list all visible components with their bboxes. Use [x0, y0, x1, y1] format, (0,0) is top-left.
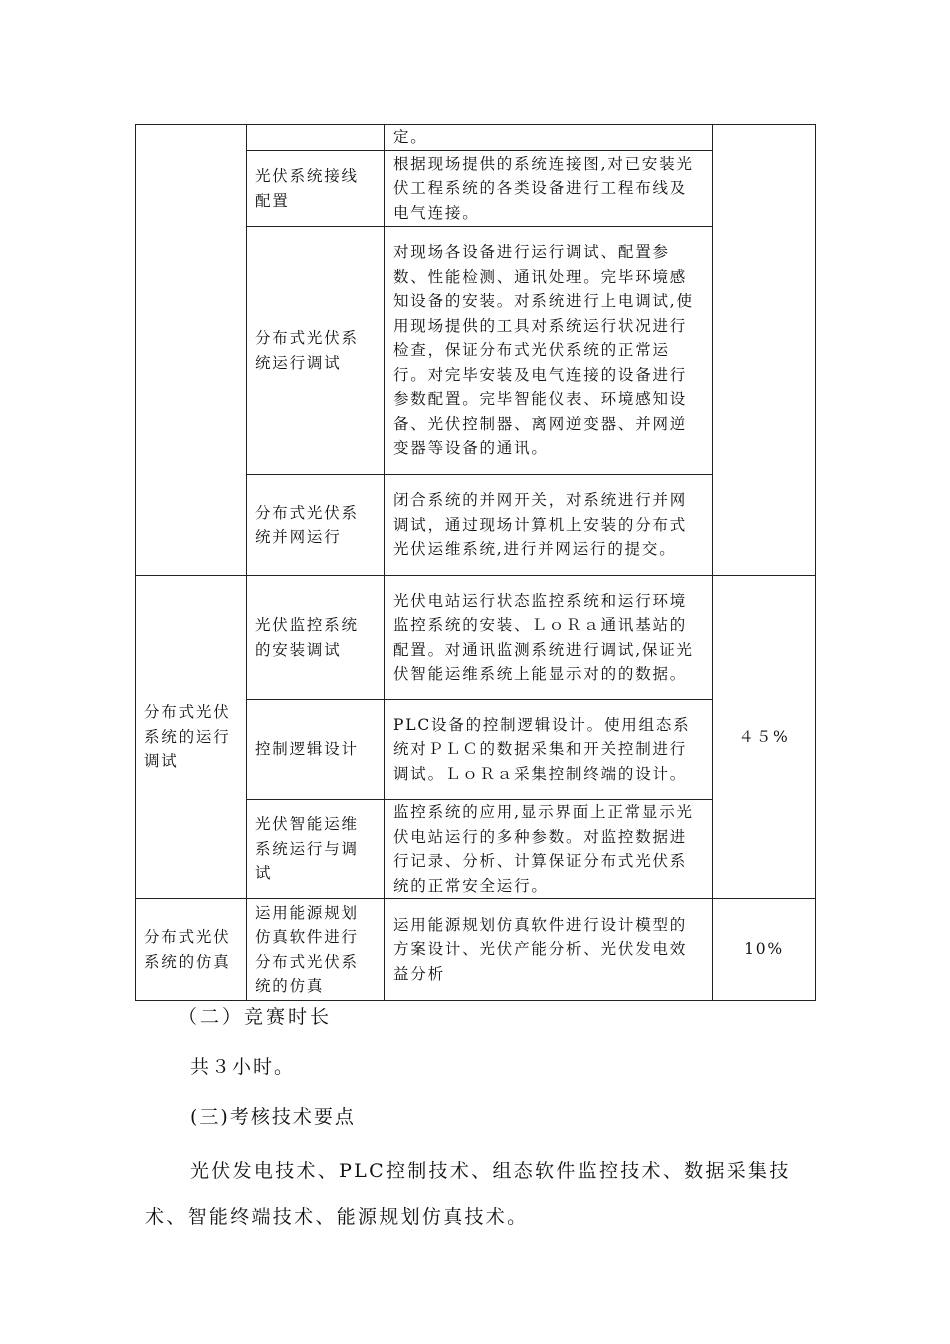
description-cell: 对现场各设备进行运行调试、配置参数、性能检测、通讯处理。完毕环境感知设备的安装。对系统进行上电调试,使用现场提供的工具对系统运行状况进行检查，保证分布式光伏系统的正常运行。对完毕安装及电气连接的设备进行参数配置。完毕智能仪表、环境感知设备、光伏控制器、离网逆变器、并网逆变器等设备的通讯。 — [385, 227, 713, 475]
weight-cell-empty — [713, 125, 816, 576]
item-cell: 光伏系统接线配置 — [247, 151, 385, 227]
duration-text: 共３小时。 — [190, 1056, 296, 1078]
category-cell: 分布式光伏系统的运行调试 — [136, 576, 247, 899]
description-cell: 监控系统的应用,显示界面上正常显示光伏电站运行的多种参数。对监控数据进行记录、分析、计算保证分布式光伏系统的正常安全运行。 — [385, 800, 713, 899]
duration-heading: （二）竞赛时长 — [178, 1006, 333, 1028]
category-cell-empty — [136, 125, 247, 576]
tech-heading: (三)考核技术要点 — [190, 1106, 356, 1128]
item-cell: 分布式光伏系统运行调试 — [247, 227, 385, 475]
description-cell: 根据现场提供的系统连接图,对已安装光伏工程系统的各类设备进行工程布线及电气连接。 — [385, 151, 713, 227]
item-cell — [247, 125, 385, 151]
competition-content-table — [135, 124, 816, 1001]
table-row — [136, 576, 816, 700]
item-cell: 光伏监控系统的安装调试 — [247, 576, 385, 700]
description-cell: 光伏电站运行状态监控系统和运行环境监控系统的安装、ＬｏＲａ通讯基站的配置。对通讯监测系统进行调试,保证光伏智能运维系统上能显示对的的数据。 — [385, 576, 713, 700]
description-cell: 定。 — [385, 125, 713, 151]
table-row — [136, 899, 816, 1001]
tech-text: 光伏发电技术、PLC控制技术、组态软件监控技术、数据采集技术、智能终端技术、能源规划仿真技术。 — [145, 1160, 791, 1228]
item-cell: 控制逻辑设计 — [247, 700, 385, 800]
category-cell: 分布式光伏系统的仿真 — [136, 899, 247, 1001]
description-cell: PLC设备的控制逻辑设计。使用组态系统对ＰＬＣ的数据采集和开关控制进行调试。ＬｏＲａ采集控制终端的设计。 — [385, 700, 713, 800]
description-cell: 闭合系统的并网开关，对系统进行并网调试，通过现场计算机上安装的分布式光伏运维系统,进行并网运行的提交。 — [385, 475, 713, 576]
item-cell: 分布式光伏系统并网运行 — [247, 475, 385, 576]
weight-cell: ４５% — [713, 576, 816, 899]
table-row — [136, 125, 816, 151]
item-cell: 光伏智能运维系统运行与调试 — [247, 800, 385, 899]
weight-cell: 10% — [713, 899, 816, 1001]
description-cell: 运用能源规划仿真软件进行设计模型的方案设计、光伏产能分析、光伏发电效益分析 — [385, 899, 713, 1001]
item-cell: 运用能源规划仿真软件进行分布式光伏系统的仿真 — [247, 899, 385, 1001]
